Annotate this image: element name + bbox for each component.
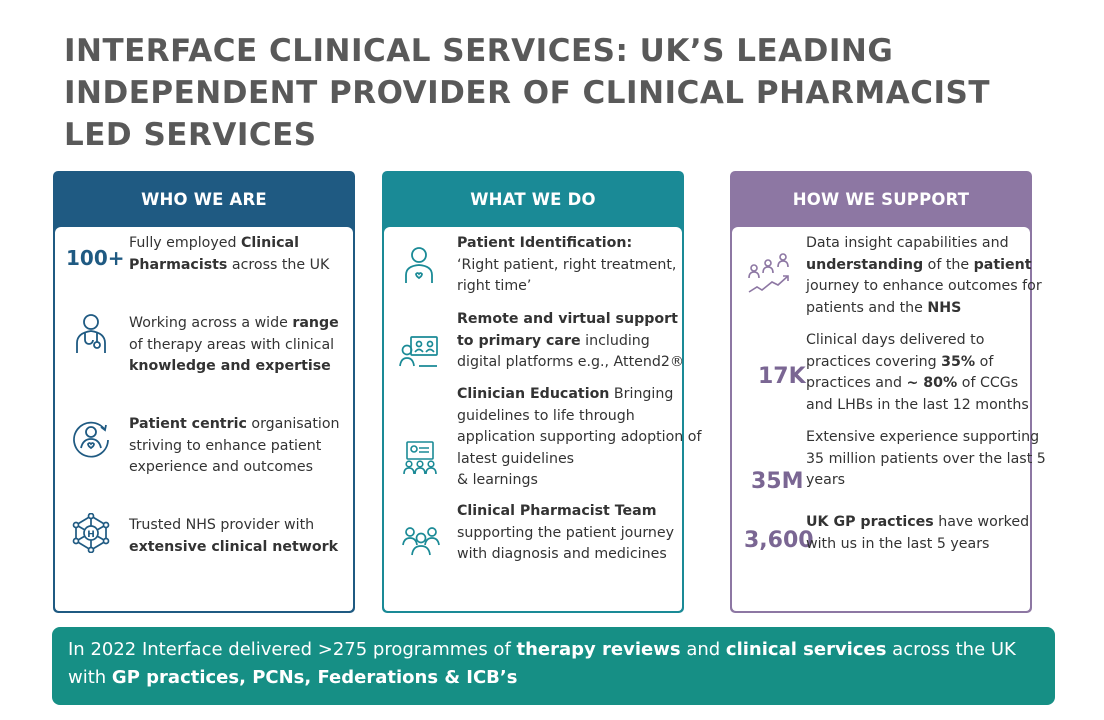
patient-icon [403, 245, 435, 285]
stat-3600: 3,600 [744, 528, 814, 553]
what-item-3: Clinician Education Bringing guidelines to life through application supporting adoption of latest guidelines & learnings [457, 386, 702, 488]
clinician-icon [74, 313, 108, 355]
patient-centric-icon [71, 418, 111, 458]
stat-35m: 35M [751, 469, 804, 494]
who-item-1: Fully employed Clinical Pharmacists across the UK [129, 235, 330, 273]
patient-journey-icon [746, 252, 792, 296]
remote-support-icon [399, 333, 439, 369]
how-item-4: UK GP practices have worked with us in the last 5 years [806, 514, 1030, 552]
who-item-4: Trusted NHS provider with extensive clinical network [129, 517, 339, 555]
what-item-1: Patient Identification: ‘Right patient, right treatment, right time’ [457, 235, 677, 294]
team-icon [401, 525, 441, 557]
page-title: INTERFACE CLINICAL SERVICES: UK’S LEADING INDEPENDENT PROVIDER OF CLINICAL PHARMACIST LED SERVICES [64, 33, 990, 153]
stat-17k: 17K [758, 364, 806, 389]
who-item-3: Patient centric organisation striving to enhance patient experience and outcomes [129, 416, 340, 475]
what-item-2: Remote and virtual support to primary care including digital platforms e.g., Attend2® [457, 311, 685, 370]
how-item-2: Clinical days delivered to practices covering 35% of practices and ~ 80% of CCGs and LHBs in the last 12 months [806, 332, 1029, 413]
summary-banner: In 2022 Interface delivered >275 programmes of therapy reviews and clinical services across the UK with GP practices, PCNs, Federations & ICB’s [52, 627, 1055, 705]
what-we-do-heading: WHAT WE DO [470, 189, 596, 209]
stat-100-plus: 100+ [66, 246, 125, 270]
svg-text:H: H [87, 530, 95, 540]
education-icon [401, 440, 439, 476]
who-item-2: Working across a wide range of therapy areas with clinical knowledge and expertise [129, 315, 339, 374]
how-item-1: Data insight capabilities and understanding of the patient journey to enhance outcomes for patients and the NHS [806, 235, 1042, 316]
who-we-are-heading: WHO WE ARE [141, 189, 267, 209]
how-item-3: Extensive experience supporting 35 million patients over the last 5 years [806, 429, 1046, 488]
what-item-4: Clinical Pharmacist Team supporting the patient journey with diagnosis and medicines [457, 503, 675, 562]
network-icon [72, 513, 110, 553]
how-we-support-heading: HOW WE SUPPORT [792, 189, 970, 209]
